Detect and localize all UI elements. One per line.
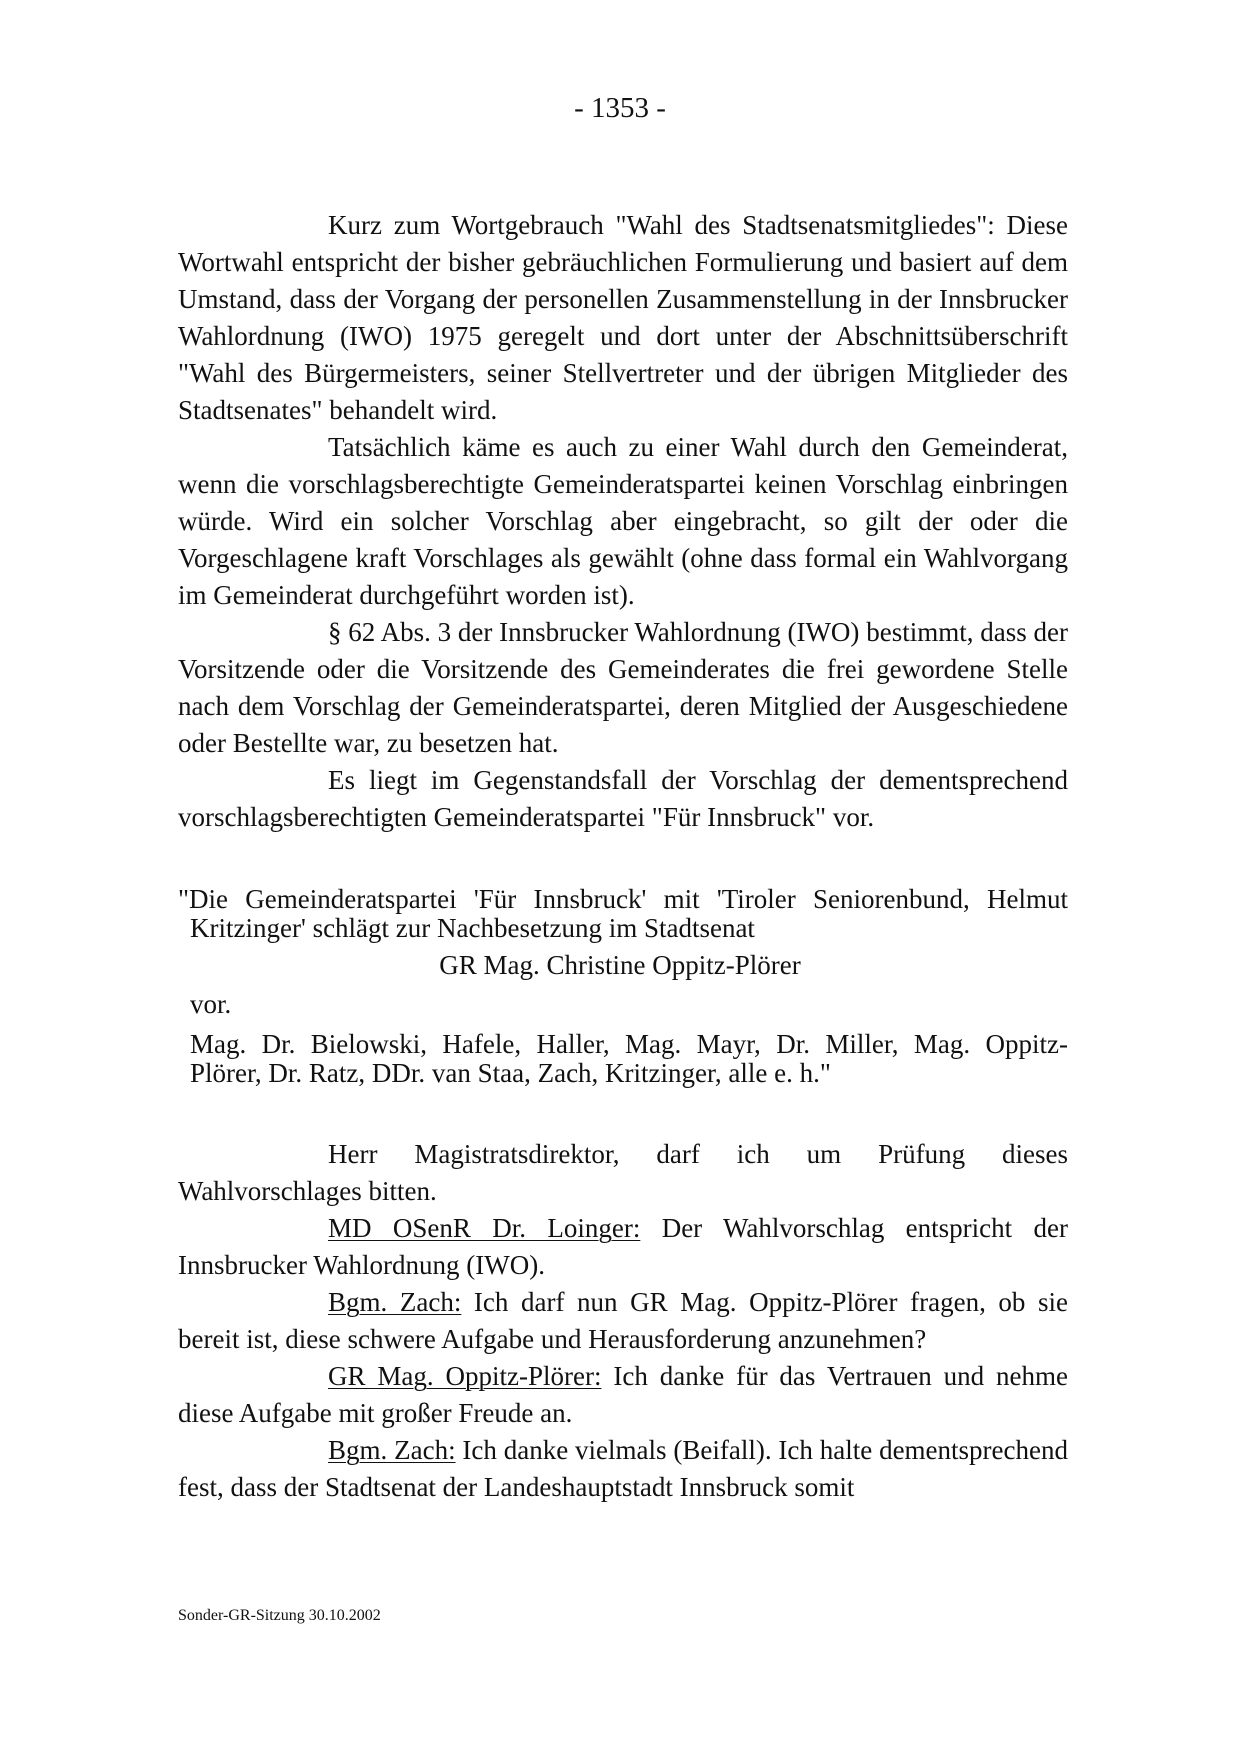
speech-text: Ich darf nun GR Mag. Oppitz-Plörer fragen, ob sie bereit ist, diese schwere Aufgabe und Herausforderung anzunehmen?	[178, 1287, 1069, 1354]
quote-nominee: GR Mag. Christine Oppitz-Plörer	[439, 950, 801, 980]
quote-line-1: "Die Gemeinderatspartei 'Für Innsbruck' mit 'Tiroler Seniorenbund, Helmut	[178, 884, 1068, 914]
speaker-name: MD OSenR Dr. Loinger:	[328, 1213, 641, 1243]
paragraph-wortgebrauch: Kurz zum Wortgebrauch "Wahl des Stadtsenatsmitgliedes": Diese Wortwahl entspricht der bisher gebräuchlichen Formulierung und basiert auf dem Umstand, dass der Vorgang der personellen Zusammenstellung in der Innsbrucker Wahlordnung (IWO) 1975 geregelt und dort unter der Abschnittsüberschrift "Wahl des Bürgermeisters, seiner Stellvertreter und der übrigen Mitglieder des Stadtsenates" behandelt wird.	[178, 210, 1068, 425]
dialogue-entry	[178, 1284, 1068, 1358]
dialogue-paragraphs	[178, 1136, 1068, 1506]
page-number: - 1353 -	[574, 92, 666, 124]
quote-line-2: Kritzinger' schlägt zur Nachbesetzung im Stadtsenat	[190, 913, 755, 943]
paragraph-iwo-62: § 62 Abs. 3 der Innsbrucker Wahlordnung (IWO) bestimmt, dass der Vorsitzende oder die Vorsitzende des Gemeinderates die frei gewordene Stelle nach dem Vorschlag der Gemeinderatspartei, deren Mitglied der Ausgeschiedene oder Bestellte war, zu besetzen hat.	[178, 617, 1068, 758]
speaker-name: Bgm. Zach:	[328, 1435, 456, 1465]
dialogue-entry	[178, 1358, 1068, 1432]
quote-signatories-line-2: Plörer, Dr. Ratz, DDr. van Staa, Zach, Kritzinger, alle e. h."	[190, 1058, 831, 1088]
paragraph-vorschlag: Es liegt im Gegenstandsfall der Vorschlag der dementsprechend vorschlagsberechtigten Gemeinderatspartei "Für Innsbruck" vor.	[178, 765, 1068, 832]
dialogue-entry	[178, 1210, 1068, 1284]
quote-vor: vor.	[190, 989, 232, 1019]
speaker-name: Bgm. Zach:	[328, 1287, 462, 1317]
speech-text: Ich danke für das Vertrauen und nehme diese Aufgabe mit großer Freude an.	[178, 1361, 1068, 1428]
speech-text: Der Wahlvorschlag entspricht der Innsbrucker Wahlordnung (IWO).	[178, 1213, 1068, 1280]
page-footer: Sonder-GR-Sitzung 30.10.2002	[178, 1607, 381, 1624]
speaker-name: GR Mag. Oppitz-Plörer:	[328, 1361, 602, 1391]
intro-paragraphs	[178, 207, 1068, 836]
paragraph-wahl: Tatsächlich käme es auch zu einer Wahl durch den Gemeinderat, wenn die vorschlagsberechtigte Gemeinderatspartei keinen Vorschlag einbringen würde. Wird ein solcher Vorschlag aber eingebracht, so gilt der oder die Vorgeschlagene kraft Vorschlages als gewählt (ohne dass formal ein Wahlvorgang im Gemeinderat durchgeführt worden ist).	[178, 432, 1068, 610]
dialogue-entry	[178, 1432, 1068, 1506]
paragraph-request: Herr Magistratsdirektor, darf ich um Prüfung dieses Wahlvorschlages bitten.	[178, 1139, 1068, 1206]
speech-text: Ich danke vielmals (Beifall). Ich halte dementsprechend fest, dass der Stadtsenat der Landeshauptstadt Innsbruck somit	[178, 1435, 1068, 1502]
quote-signatories-line-1: Mag. Dr. Bielowski, Hafele, Haller, Mag. Mayr, Dr. Miller, Mag. Oppitz-	[190, 1029, 1068, 1059]
